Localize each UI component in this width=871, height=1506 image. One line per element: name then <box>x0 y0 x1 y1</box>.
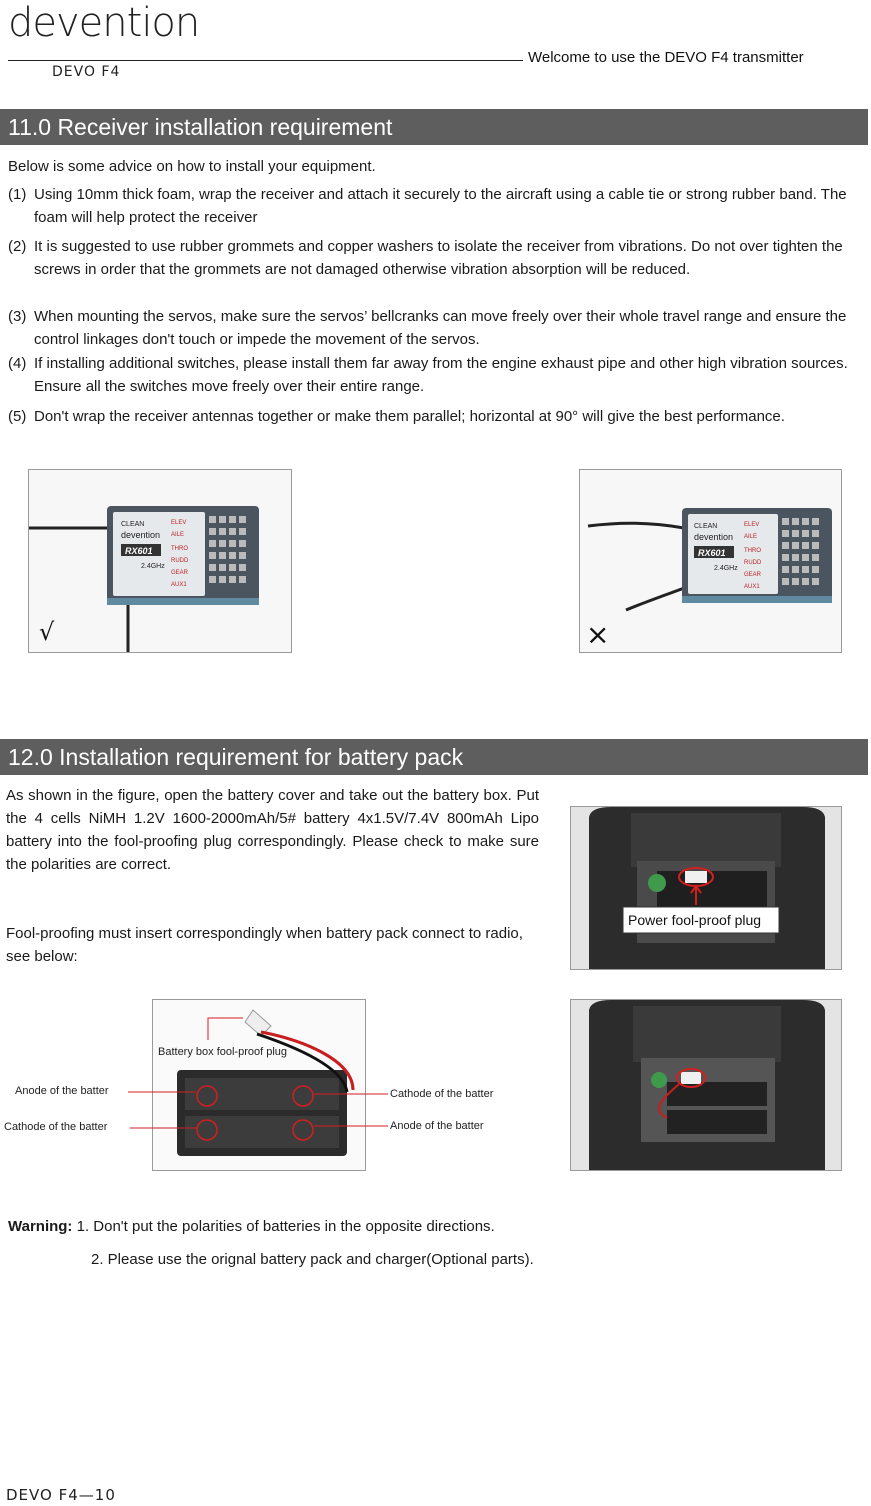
power-plug-label: Power fool-proof plug <box>628 912 762 928</box>
list-item <box>8 305 870 351</box>
correct-mark: √ <box>39 618 55 646</box>
list-item-text: When mounting the servos, make sure the servos’ bellcranks can move freely over their whole travel range and ensure the control linkages don't touch or impede the movement of the servos. <box>34 308 847 348</box>
list-item-text: If installing additional switches, please install them far away from the engine exhaust pipe and other high vibration sources. Ensure all the switches move freely over their entire range. <box>34 355 848 395</box>
model-name: DEVO F4 <box>52 64 121 80</box>
receiver-port-label: GEAR <box>744 572 762 578</box>
receiver-port-label: RUDD <box>171 558 189 564</box>
section-11-title: 11.0 Receiver installation requirement <box>8 114 393 140</box>
receiver-port-label: RUDD <box>744 560 762 566</box>
list-item-number: (3) <box>8 308 27 325</box>
list-item-number: (1) <box>8 186 27 203</box>
fool-proofing-note: Fool-proofing must insert correspondingly when battery pack connect to radio, see below: <box>6 925 523 965</box>
receiver-port-label: AILE <box>744 534 758 540</box>
anode-label-right: Anode of the batter <box>390 1120 484 1132</box>
receiver-clean-label: CLEAN <box>121 521 145 528</box>
brand-logo: devention <box>8 0 200 46</box>
list-item-text: Don't wrap the receiver antennas together or make them parallel; horizontal at 90° will give the best performance. <box>34 408 785 425</box>
battery-bay-illustration-2 <box>571 1000 842 1171</box>
receiver-correct-illustration <box>29 470 292 653</box>
list-item-text: It is suggested to use rubber grommets and copper washers to isolate the receiver from vibrations. Do not over tighten the screws in order that the grommets are not damaged otherwise vibration absorption will be reduced. <box>34 238 843 278</box>
receiver-port-label: GEAR <box>171 570 189 576</box>
receiver-freq-label: 2.4GHz <box>141 563 165 570</box>
header-tagline: Welcome to use the DEVO F4 transmitter <box>528 49 804 66</box>
battery-bay-illustration-1 <box>571 807 842 970</box>
receiver-port-label: THRO <box>744 548 761 554</box>
header-rule <box>8 60 523 61</box>
receiver-port-label: AUX1 <box>171 582 187 588</box>
receiver-port-label: ELEV <box>744 522 760 528</box>
battery-box-plug-label: Battery box fool-proof plug <box>158 1046 288 1058</box>
receiver-model-label: RX601 <box>125 546 153 556</box>
receiver-correct-photo <box>28 469 292 653</box>
list-item-number: (5) <box>8 408 27 425</box>
receiver-freq-label: 2.4GHz <box>714 565 738 572</box>
receiver-brand-label: devention <box>121 530 161 540</box>
warning-block <box>8 1215 495 1238</box>
section-12-title-bar <box>0 739 868 775</box>
cathode-label-left: Cathode of the batter <box>4 1121 108 1133</box>
receiver-model-label: RX601 <box>698 548 726 558</box>
receiver-clean-label: CLEAN <box>694 523 718 530</box>
section-11-intro: Below is some advice on how to install your equipment. <box>8 158 376 175</box>
receiver-wrong-illustration <box>580 470 842 653</box>
receiver-port-label: AILE <box>171 532 185 538</box>
list-item <box>8 405 870 428</box>
wrong-mark: × <box>586 618 610 651</box>
battery-bay-photo-2 <box>570 999 842 1171</box>
section-11-title-bar <box>0 109 868 145</box>
battery-instructions: As shown in the figure, open the battery cover and take out the battery box. Put the 4 cells NiMH 1.2V 1600-2000mAh/5# battery 4x1.5V/7.4V 800mAh Lipo battery into the fool-proofing plug correspondingly. Please check to make sure the polarities are correct. <box>6 787 539 873</box>
list-item <box>8 235 870 281</box>
receiver-port-label: ELEV <box>171 520 187 526</box>
section-12-title: 12.0 Installation requirement for battery pack <box>8 744 464 770</box>
anode-label-left: Anode of the batter <box>15 1085 109 1097</box>
warning-label: Warning: <box>8 1218 73 1235</box>
list-item <box>8 352 870 398</box>
receiver-brand-label: devention <box>694 532 734 542</box>
list-item <box>8 183 870 229</box>
list-item-text: Using 10mm thick foam, wrap the receiver and attach it securely to the aircraft using a cable tie or strong rubber band. The foam will help protect the receiver <box>34 186 847 226</box>
cathode-label-right: Cathode of the batter <box>390 1088 494 1100</box>
receiver-port-label: AUX1 <box>744 584 760 590</box>
list-item-number: (4) <box>8 355 27 372</box>
receiver-port-label: THRO <box>171 546 188 552</box>
warning-item-2: 2. Please use the orignal battery pack and charger(Optional parts). <box>91 1251 534 1268</box>
receiver-wrong-photo <box>579 469 842 653</box>
warning-item-1: 1. Don't put the polarities of batteries in the opposite directions. <box>76 1218 495 1235</box>
list-item-number: (2) <box>8 238 27 255</box>
page-footer: DEVO F4—10 <box>6 1486 116 1504</box>
battery-bay-photo-1 <box>570 806 842 970</box>
